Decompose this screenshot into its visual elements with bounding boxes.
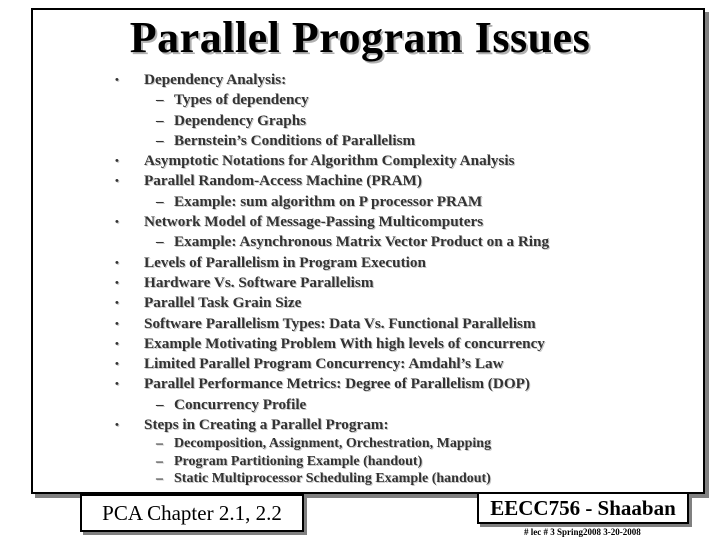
sub-bullet-item (112, 435, 692, 452)
dash-icon: – (156, 192, 164, 210)
sub-bullet-text: Static Multiprocessor Scheduling Example (handout) (174, 470, 491, 486)
bullet-icon: • (115, 337, 119, 350)
sub-bullet-item (112, 111, 692, 131)
bullet-text: Dependency Analysis: (144, 71, 287, 88)
bullet-text: Parallel Task Grain Size (144, 294, 302, 312)
sub-bullet-item (112, 131, 692, 151)
bullet-text: Asymptotic Notations for Algorithm Complexity Analysis (144, 152, 515, 170)
bullet-icon: • (115, 175, 119, 188)
bullet-icon: • (115, 256, 119, 269)
bullet-icon: • (115, 317, 119, 330)
bullet-item (112, 273, 692, 293)
sub-bullet-text: Dependency Graphs (174, 111, 307, 129)
sub-bullet-text: Decomposition, Assignment, Orchestration, Mapping (174, 436, 492, 452)
sub-bullet-item (112, 470, 692, 487)
chapter-reference-box: PCA Chapter 2.1, 2.2 (80, 494, 304, 532)
bullet-item (112, 334, 692, 354)
dash-icon: – (156, 436, 163, 452)
bullet-item (112, 293, 692, 313)
bullet-icon: • (115, 297, 119, 310)
dash-icon: – (156, 91, 164, 109)
sub-bullet-item (112, 90, 692, 110)
bullet-item (112, 70, 692, 90)
sub-bullet-text: Example: Asynchronous Matrix Vector Product on a Ring (174, 233, 550, 251)
bullet-text: Parallel Random-Access Machine (PRAM) (144, 172, 422, 190)
bullet-text: Example Motivating Problem With high levels of concurrency (144, 334, 545, 352)
dash-icon: – (156, 233, 164, 251)
sub-bullet-item (112, 192, 692, 212)
bullet-icon: • (115, 419, 119, 432)
bullet-text: Parallel Performance Metrics: Degree of Parallelism (DOP) (144, 375, 530, 393)
bullet-icon: • (115, 378, 119, 391)
course-label-box: EECC756 - Shaaban (477, 492, 689, 524)
bullet-text: Software Parallelism Types: Data Vs. Functional Parallelism (144, 314, 536, 332)
sub-bullet-text: Example: sum algorithm on P processor PRAM (174, 192, 483, 210)
bullet-icon: • (115, 74, 119, 86)
bullet-item (112, 253, 692, 273)
bullet-icon: • (115, 155, 119, 168)
sub-bullet-item (112, 395, 692, 415)
bullet-item (112, 151, 692, 171)
bullet-item (112, 171, 692, 191)
dash-icon: – (156, 111, 164, 129)
bullet-item (112, 354, 692, 374)
bullet-icon: • (115, 276, 119, 289)
dash-icon: – (156, 453, 163, 469)
dash-icon: – (156, 131, 164, 149)
bullet-item (112, 374, 692, 394)
bullet-text: Limited Parallel Program Concurrency: Amdahl’s Law (144, 355, 504, 373)
bullet-list (112, 70, 692, 487)
sub-bullet-item (112, 232, 692, 252)
sub-bullet-text: Bernstein’s Conditions of Parallelism (174, 131, 416, 149)
slide-title: Parallel Program Issues (129, 13, 591, 62)
sub-bullet-text: Concurrency Profile (174, 395, 307, 413)
bullet-text: Levels of Parallelism in Program Execution (144, 253, 426, 271)
bullet-item (112, 415, 692, 435)
bullet-item (112, 314, 692, 334)
bullet-text: Network Model of Message-Passing Multicomputers (144, 213, 484, 231)
bullet-icon: • (115, 358, 119, 371)
bullet-item (112, 212, 692, 232)
bullet-text: Steps in Creating a Parallel Program: (144, 416, 389, 434)
sub-bullet-text: Program Partitioning Example (handout) (174, 453, 423, 469)
bullet-icon: • (115, 216, 119, 229)
bullet-text: Hardware Vs. Software Parallelism (144, 273, 374, 291)
sub-bullet-item (112, 453, 692, 470)
lecture-footnote: # lec # 3 Spring2008 3-20-2008 (524, 527, 641, 537)
dash-icon: – (156, 395, 164, 413)
dash-icon: – (156, 470, 163, 486)
sub-bullet-text: Types of dependency (174, 91, 309, 109)
